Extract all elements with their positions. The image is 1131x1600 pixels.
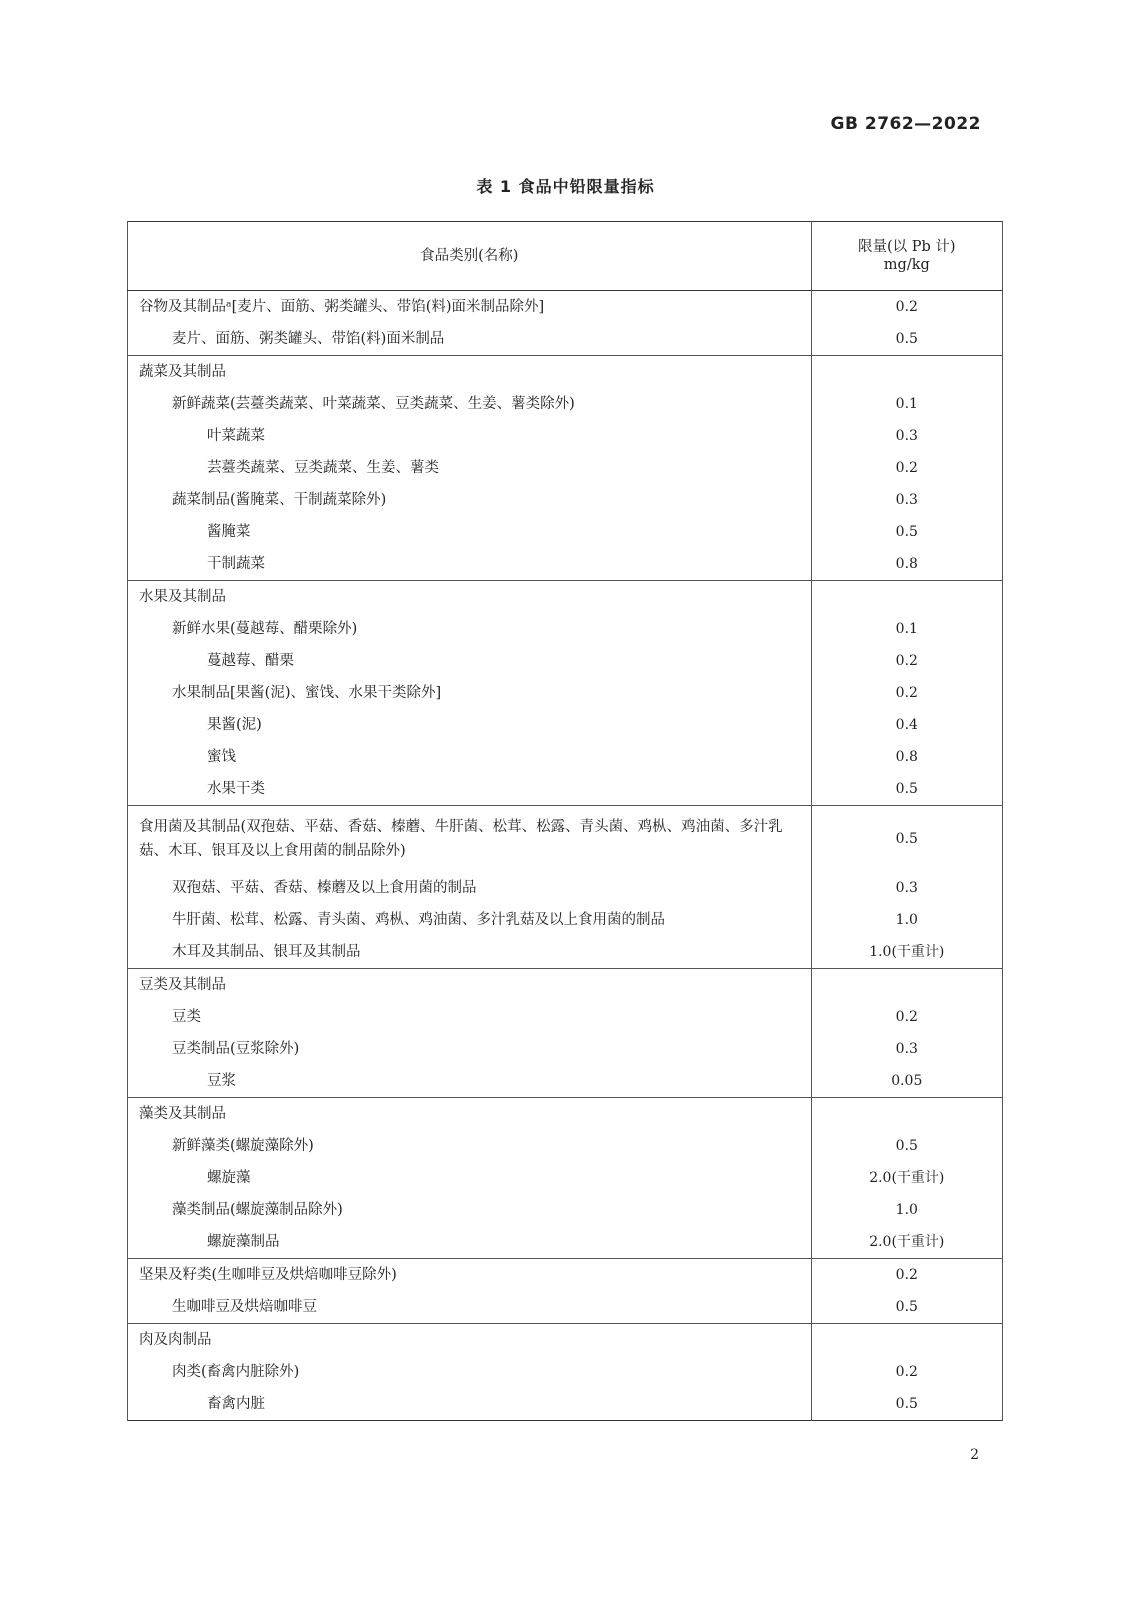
limit-value-cell: 0.2 <box>811 1001 1002 1033</box>
table-row <box>128 420 1003 452</box>
food-category-cell: 肉类(畜禽内脏除外) <box>128 1356 812 1388</box>
limit-value-cell: 0.4 <box>811 709 1002 741</box>
table-row <box>128 872 1003 904</box>
table-row <box>128 1388 1003 1421</box>
food-category-cell: 谷物及其制品ᵃ[麦片、面筋、粥类罐头、带馅(料)面米制品除外] <box>128 291 812 324</box>
food-category-cell: 蔬菜及其制品 <box>128 356 812 389</box>
food-category-cell: 豆浆 <box>128 1065 812 1098</box>
food-category-cell: 新鲜水果(蔓越莓、醋栗除外) <box>128 613 812 645</box>
lead-limit-table <box>127 221 1003 1421</box>
limit-value-cell: 0.5 <box>811 806 1002 873</box>
limit-value-cell: 0.8 <box>811 741 1002 773</box>
limit-value-cell: 0.2 <box>811 291 1002 324</box>
food-category-cell: 新鲜藻类(螺旋藻除外) <box>128 1130 812 1162</box>
food-category-cell: 螺旋藻制品 <box>128 1226 812 1259</box>
table-row <box>128 516 1003 548</box>
table-row <box>128 709 1003 741</box>
table-row <box>128 1291 1003 1324</box>
limit-value-cell: 0.2 <box>811 645 1002 677</box>
table-row <box>128 1033 1003 1065</box>
limit-value-cell: 1.0(干重计) <box>811 936 1002 969</box>
food-category-cell: 豆类 <box>128 1001 812 1033</box>
column-header-limit <box>811 222 1002 291</box>
limit-value-cell: 0.1 <box>811 388 1002 420</box>
table-row <box>128 1194 1003 1226</box>
table-title: 表 1 食品中铅限量指标 <box>476 177 655 196</box>
food-category-cell: 牛肝菌、松茸、松露、青头菌、鸡枞、鸡油菌、多汁乳菇及以上食用菌的制品 <box>128 904 812 936</box>
food-category-cell: 坚果及籽类(生咖啡豆及烘焙咖啡豆除外) <box>128 1259 812 1292</box>
table-row <box>128 484 1003 516</box>
table-row <box>128 356 1003 389</box>
food-category-cell: 水果干类 <box>128 773 812 806</box>
food-category-cell: 麦片、面筋、粥类罐头、带馅(料)面米制品 <box>128 323 812 356</box>
table-group <box>128 291 1003 356</box>
document-code: GB 2762—2022 <box>830 114 981 134</box>
food-category-cell: 豆类及其制品 <box>128 969 812 1002</box>
food-category-cell: 叶菜蔬菜 <box>128 420 812 452</box>
page-number: 2 <box>970 1447 979 1463</box>
table-row <box>128 388 1003 420</box>
food-category-cell: 肉及肉制品 <box>128 1324 812 1357</box>
limit-value-cell: 0.05 <box>811 1065 1002 1098</box>
food-category-cell: 藻类制品(螺旋藻制品除外) <box>128 1194 812 1226</box>
food-category-cell: 蔓越莓、醋栗 <box>128 645 812 677</box>
table-row <box>128 1162 1003 1194</box>
limit-value-cell: 2.0(干重计) <box>811 1226 1002 1259</box>
food-category-cell: 新鲜蔬菜(芸薹类蔬菜、叶菜蔬菜、豆类蔬菜、生姜、薯类除外) <box>128 388 812 420</box>
table-group <box>128 356 1003 581</box>
table-row <box>128 452 1003 484</box>
table-row <box>128 773 1003 806</box>
food-category-cell: 畜禽内脏 <box>128 1388 812 1421</box>
limit-value-cell: 2.0(干重计) <box>811 1162 1002 1194</box>
table-row <box>128 323 1003 356</box>
food-category-cell: 藻类及其制品 <box>128 1098 812 1131</box>
table-row <box>128 548 1003 581</box>
food-category-cell: 水果制品[果酱(泥)、蜜饯、水果干类除外] <box>128 677 812 709</box>
table-row <box>128 1130 1003 1162</box>
table-header-row <box>128 222 1003 291</box>
table-row <box>128 645 1003 677</box>
table-row <box>128 936 1003 969</box>
table-row <box>128 1226 1003 1259</box>
limit-value-cell: 0.5 <box>811 516 1002 548</box>
limit-value-cell <box>811 581 1002 614</box>
food-category-cell: 芸薹类蔬菜、豆类蔬菜、生姜、薯类 <box>128 452 812 484</box>
table-row <box>128 581 1003 614</box>
table-group <box>128 806 1003 969</box>
limit-value-cell: 0.2 <box>811 1259 1002 1292</box>
limit-value-cell: 0.5 <box>811 323 1002 356</box>
limit-header-unit: mg/kg <box>883 257 930 273</box>
limit-value-cell: 1.0 <box>811 904 1002 936</box>
table-row <box>128 1259 1003 1292</box>
limit-value-cell: 0.8 <box>811 548 1002 581</box>
table-row <box>128 613 1003 645</box>
limit-value-cell: 0.2 <box>811 677 1002 709</box>
table-row <box>128 1356 1003 1388</box>
food-category-cell: 双孢菇、平菇、香菇、榛蘑及以上食用菌的制品 <box>128 872 812 904</box>
food-category-cell: 生咖啡豆及烘焙咖啡豆 <box>128 1291 812 1324</box>
food-category-cell: 螺旋藻 <box>128 1162 812 1194</box>
limit-value-cell <box>811 356 1002 389</box>
table-row <box>128 677 1003 709</box>
table-row <box>128 741 1003 773</box>
limit-value-cell: 0.3 <box>811 484 1002 516</box>
limit-value-cell: 1.0 <box>811 1194 1002 1226</box>
limit-value-cell: 0.3 <box>811 1033 1002 1065</box>
limit-header-line1: 限量(以 Pb 计) <box>858 239 956 255</box>
limit-value-cell: 0.5 <box>811 1130 1002 1162</box>
food-category-cell: 干制蔬菜 <box>128 548 812 581</box>
limit-value-cell: 0.5 <box>811 773 1002 806</box>
limit-value-cell <box>811 969 1002 1002</box>
food-category-cell: 木耳及其制品、银耳及其制品 <box>128 936 812 969</box>
food-category-cell: 水果及其制品 <box>128 581 812 614</box>
table-row <box>128 1324 1003 1357</box>
food-category-cell: 蔬菜制品(酱腌菜、干制蔬菜除外) <box>128 484 812 516</box>
column-header-food-category: 食品类别(名称) <box>128 222 812 291</box>
table-row <box>128 806 1003 873</box>
limit-value-cell: 0.5 <box>811 1388 1002 1421</box>
limit-value-cell: 0.3 <box>811 872 1002 904</box>
food-category-cell: 果酱(泥) <box>128 709 812 741</box>
food-category-cell: 食用菌及其制品(双孢菇、平菇、香菇、榛蘑、牛肝菌、松茸、松露、青头菌、鸡枞、鸡油菌、多汁乳菇、木耳、银耳及以上食用菌的制品除外) <box>128 806 812 873</box>
food-category-cell: 蜜饯 <box>128 741 812 773</box>
table-group <box>128 1324 1003 1421</box>
table-row <box>128 291 1003 324</box>
limit-value-cell: 0.5 <box>811 1291 1002 1324</box>
limit-value-cell <box>811 1324 1002 1357</box>
table-group <box>128 581 1003 806</box>
limit-value-cell: 0.1 <box>811 613 1002 645</box>
table-row <box>128 969 1003 1002</box>
table-group <box>128 1259 1003 1324</box>
table-row <box>128 1065 1003 1098</box>
table-row <box>128 1001 1003 1033</box>
table-group <box>128 1098 1003 1259</box>
limit-value-cell: 0.3 <box>811 420 1002 452</box>
limit-value-cell <box>811 1098 1002 1131</box>
food-category-cell: 豆类制品(豆浆除外) <box>128 1033 812 1065</box>
table-row <box>128 1098 1003 1131</box>
limit-value-cell: 0.2 <box>811 1356 1002 1388</box>
food-category-cell: 酱腌菜 <box>128 516 812 548</box>
table-group <box>128 969 1003 1098</box>
table-row <box>128 904 1003 936</box>
limit-value-cell: 0.2 <box>811 452 1002 484</box>
